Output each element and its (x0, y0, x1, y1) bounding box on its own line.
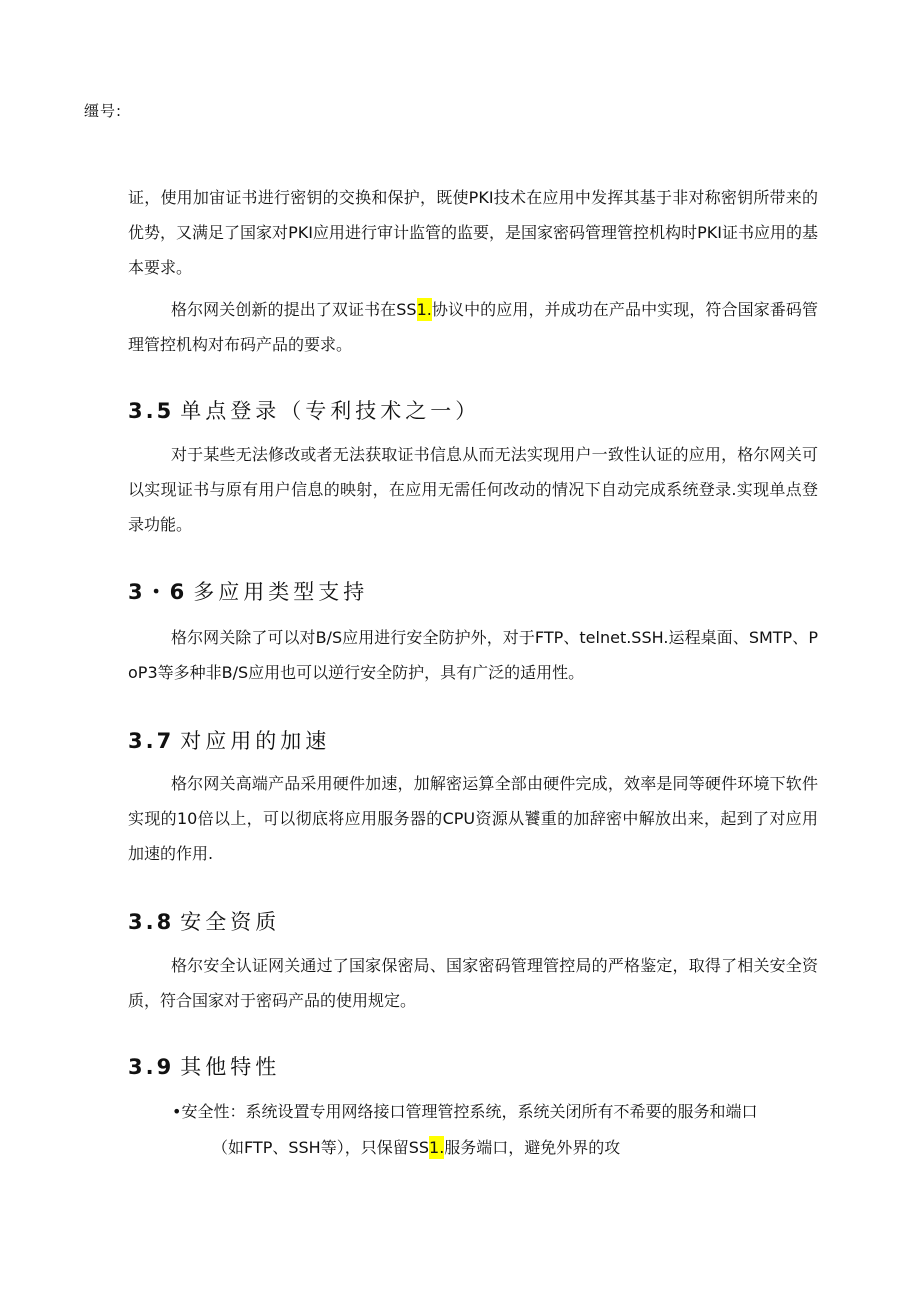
section-title: 安全资质 (180, 910, 281, 934)
bullet-continued-start: （如FTP、SSH等），只保留SS (212, 1138, 430, 1157)
section-number: 3.9 (128, 1055, 175, 1079)
highlight-mark: 1. (416, 300, 432, 319)
intro-paragraph-2 (128, 292, 818, 362)
section-number: 3.5 (128, 399, 175, 423)
bullet-continued-end: 服务端口，避免外界的攻 (444, 1138, 621, 1157)
section-body-3-6: 格尔网关除了可以对B/S应用进行安全防护外，对于FTP、telnet.SSH.运程桌面、SMTP、PoP3等多种非B/S应用也可以逆行安全防护，具有广泛的适用性。 (128, 628, 818, 682)
section-heading-3-5 (128, 395, 480, 425)
intro-paragraph-1: 证，使用加宙证书进行密钥的交换和保护，既使PKI技术在应用中发挥其基于非对称密钥所带来的优势，又满足了国家对PKI应用进行审计监管的监要，是国家密码管理管控机构时PKI证书应用的基本要求。 (128, 188, 818, 277)
section-title: 单点登录（专利技术之一） (180, 399, 481, 423)
intro-paragraph-2-end: 协议中的应用，并成功在产品中实现，符合国家番码管理管控机构对布码产品的要求。 (128, 300, 818, 354)
section-number: 3.8 (128, 910, 175, 934)
section-heading-3-7 (128, 725, 330, 755)
bullet-item-security: •安全性：系统设置专用网络接口管理管控系统，系统关闭所有不希要的服务和端口 (172, 1102, 758, 1121)
section-number: 3.7 (128, 729, 175, 753)
section-heading-3-6 (128, 576, 368, 606)
section-body-3-8: 格尔安全认证网关通过了国家保密局、国家密码管理管控局的严格鉴定，取得了相关安全资质，符合国家对于密码产品的使用规定。 (128, 956, 818, 1010)
bullet-item-security-continued (212, 1130, 620, 1165)
section-number: 3・6 (128, 580, 188, 604)
section-heading-3-8 (128, 906, 280, 936)
intro-paragraph-2-start: 格尔网关创新的提出了双证书在SS (171, 300, 417, 319)
document-number-label: 缰号: (84, 102, 123, 120)
section-heading-3-9 (128, 1051, 280, 1081)
section-title: 对应用的加速 (180, 729, 331, 753)
section-body-3-5: 对于某些无法修改或者无法获取证书信息从而无法实现用户一致性认证的应用，格尔网关可以实现证书与原有用户信息的映射，在应用无需任何改动的情况下自动完成系统登录.实现单点登录功能。 (128, 445, 818, 534)
section-title: 多应用类型支持 (193, 580, 369, 604)
section-body-3-7: 格尔网关高端产品采用硬件加速，加解密运算全部由硬件完成，效率是同等硬件环境下软件实现的10倍以上，可以彻底将应用服务器的CPU资源从饕重的加辞密中解放出来，起到了对应用加速的作用. (128, 774, 818, 863)
highlight-mark: 1. (429, 1138, 445, 1157)
section-title: 其他特性 (180, 1055, 281, 1079)
